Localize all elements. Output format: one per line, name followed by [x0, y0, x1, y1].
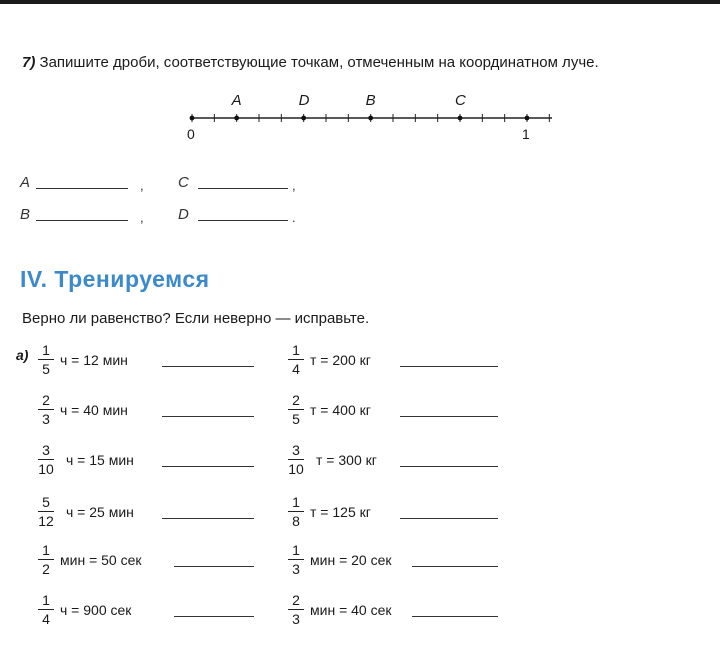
fraction-bar: [38, 559, 54, 560]
point-dot-c: [458, 116, 463, 121]
task7-instruction: [22, 54, 599, 71]
fraction-left-5: [36, 542, 56, 577]
axis-group: [190, 114, 552, 122]
fraction-bar: [38, 511, 54, 512]
point-dot-b: [368, 116, 373, 121]
fraction-denominator: 3: [42, 411, 50, 427]
fraction-denominator: 3: [292, 611, 300, 627]
answer-letter-b: B: [20, 206, 31, 223]
answer-line-right-5[interactable]: [412, 566, 498, 567]
equation-text-left-1: ч = 12 мин: [60, 352, 128, 368]
equation-text-right-4: т = 125 кг: [310, 504, 371, 520]
fraction-left-1: [36, 342, 56, 377]
fraction-right-5: [286, 542, 306, 577]
axis-label-zero: 0: [187, 126, 195, 142]
fraction-bar: [288, 409, 304, 410]
answer-line-left-3[interactable]: [162, 466, 254, 467]
fraction-numerator: 3: [42, 442, 50, 458]
equation-text-right-5: мин = 20 сек: [310, 552, 392, 568]
answer-line-left-4[interactable]: [162, 518, 254, 519]
answer-letter-a: A: [20, 174, 31, 191]
fraction-bar: [288, 359, 304, 360]
answer-punct-a: ,: [140, 178, 144, 193]
point-dot-zero: [190, 116, 195, 121]
fraction-left-6: [36, 592, 56, 627]
axis-label-one: 1: [522, 126, 530, 142]
fraction-denominator: 10: [38, 461, 54, 477]
equation-text-left-6: ч = 900 сек: [60, 602, 132, 618]
answer-letter-c: C: [178, 174, 189, 191]
fraction-numerator: 1: [292, 542, 300, 558]
fraction-numerator: 2: [292, 592, 300, 608]
answer-blank-d[interactable]: [198, 220, 288, 221]
answer-blank-a[interactable]: [36, 188, 128, 189]
answer-line-right-2[interactable]: [400, 416, 498, 417]
answer-line-right-3[interactable]: [400, 466, 498, 467]
fraction-numerator: 1: [292, 494, 300, 510]
point-label-b: B: [365, 92, 376, 109]
equation-text-left-2: ч = 40 мин: [60, 402, 128, 418]
fraction-right-6: [286, 592, 306, 627]
fraction-numerator: 2: [292, 392, 300, 408]
fraction-numerator: 1: [292, 342, 300, 358]
equation-text-right-3: т = 300 кг: [316, 452, 377, 468]
fraction-bar: [38, 609, 54, 610]
fraction-numerator: 1: [42, 592, 50, 608]
fraction-denominator: 4: [42, 611, 50, 627]
fraction-bar: [38, 459, 54, 460]
answer-letter-d: D: [178, 206, 189, 223]
fraction-bar: [38, 359, 54, 360]
fraction-denominator: 4: [292, 361, 300, 377]
fraction-right-4: [286, 494, 306, 529]
equation-text-left-4: ч = 25 мин: [66, 504, 134, 520]
fraction-numerator: 5: [42, 494, 50, 510]
answer-line-right-4[interactable]: [400, 518, 498, 519]
fraction-numerator: 3: [292, 442, 300, 458]
answer-punct-b: ,: [140, 210, 144, 225]
fraction-bar: [288, 609, 304, 610]
answer-line-right-1[interactable]: [400, 366, 498, 367]
fraction-bar: [288, 559, 304, 560]
fraction-denominator: 2: [42, 561, 50, 577]
answer-blank-b[interactable]: [36, 220, 128, 221]
answer-blank-c[interactable]: [198, 188, 288, 189]
part-label: а): [16, 347, 29, 363]
point-dot-d: [301, 116, 306, 121]
point-label-c: C: [455, 92, 466, 109]
equation-text-left-3: ч = 15 мин: [66, 452, 134, 468]
fraction-left-4: [36, 494, 56, 529]
point-dot-one: [525, 116, 530, 121]
equation-text-right-1: т = 200 кг: [310, 352, 371, 368]
fraction-left-3: [36, 442, 56, 477]
answer-punct-c: ,: [292, 178, 296, 193]
fraction-right-3: [286, 442, 306, 477]
fraction-numerator: 2: [42, 392, 50, 408]
fraction-right-2: [286, 392, 306, 427]
fraction-denominator: 5: [292, 411, 300, 427]
top-border: [0, 0, 720, 4]
section-question: Верно ли равенство? Если неверно — исправьте.: [22, 310, 370, 327]
point-dot-a: [234, 116, 239, 121]
equation-text-right-6: мин = 40 сек: [310, 602, 392, 618]
fraction-denominator: 10: [288, 461, 304, 477]
fraction-bar: [38, 409, 54, 410]
task7-number: 7): [22, 54, 36, 71]
equation-text-right-2: т = 400 кг: [310, 402, 371, 418]
fraction-numerator: 1: [42, 542, 50, 558]
point-label-a: A: [231, 92, 242, 109]
fraction-denominator: 5: [42, 361, 50, 377]
fraction-left-2: [36, 392, 56, 427]
point-label-d: D: [298, 92, 310, 109]
task7-text: Запишите дроби, соответствующие точкам, отмеченным на координатном луче.: [39, 54, 599, 71]
fraction-denominator: 3: [292, 561, 300, 577]
equation-text-left-5: мин = 50 сек: [60, 552, 142, 568]
fraction-right-1: [286, 342, 306, 377]
answer-line-left-2[interactable]: [162, 416, 254, 417]
fraction-denominator: 8: [292, 513, 300, 529]
fraction-bar: [288, 511, 304, 512]
answer-line-left-5[interactable]: [174, 566, 254, 567]
answer-punct-d: .: [292, 210, 296, 225]
answer-line-left-6[interactable]: [174, 616, 254, 617]
fraction-bar: [288, 459, 304, 460]
fraction-numerator: 1: [42, 342, 50, 358]
answer-line-left-1[interactable]: [162, 366, 254, 367]
section-title: IV. Тренируемся: [20, 266, 210, 292]
fraction-denominator: 12: [38, 513, 54, 529]
answer-line-right-6[interactable]: [412, 616, 498, 617]
